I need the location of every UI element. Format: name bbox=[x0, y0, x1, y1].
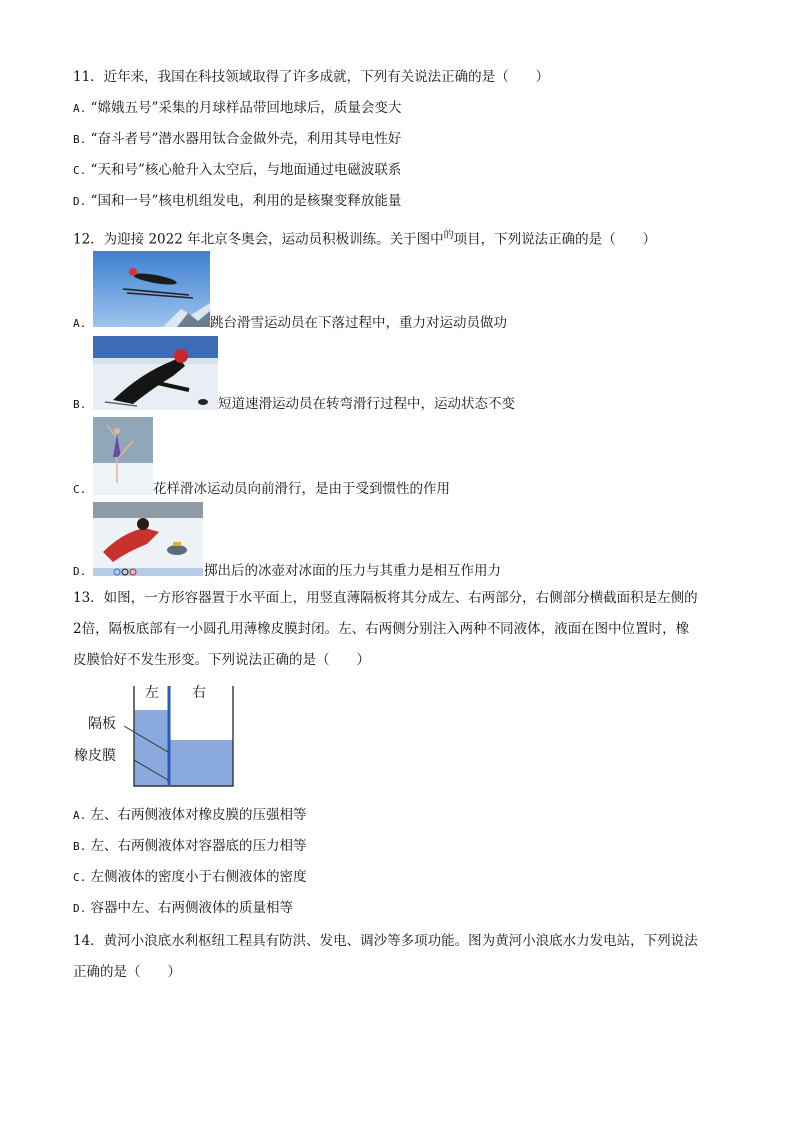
q12-option-b bbox=[73, 394, 86, 415]
q12-stem-sup: 的 bbox=[443, 230, 454, 241]
option-label: A. bbox=[73, 317, 87, 330]
q11-option-c bbox=[73, 160, 401, 181]
option-text: 左、右两侧液体对容器底的压力相等 bbox=[90, 838, 307, 854]
q12-option-c-text: 花样滑冰运动员向前滑行，是由于受到惯性的作用 bbox=[153, 481, 450, 497]
option-label: D. bbox=[73, 195, 87, 208]
option-label: B. bbox=[73, 840, 87, 853]
speed-skating-photo bbox=[93, 336, 218, 410]
q13-stem-line1: 13．如图，一方形容器置于水平面上，用竖直薄隔板将其分成左、右两部分，右侧部分横截面积是左侧的 bbox=[73, 590, 698, 606]
q11-option-d bbox=[73, 191, 401, 212]
q14-stem-line1: 14．黄河小浪底水利枢纽工程具有防洪、发电、调沙等多项功能。图为黄河小浪底水力发电站，下列说法 bbox=[73, 933, 698, 949]
q12-option-a-text: 跳台滑雪运动员在下落过程中，重力对运动员做功 bbox=[210, 315, 507, 331]
option-label: C. bbox=[73, 164, 87, 177]
q12-option-d-text: 掷出后的冰壶对冰面的压力与其重力是相互作用力 bbox=[204, 563, 501, 579]
ski-jump-photo bbox=[93, 251, 210, 327]
option-text: “嫦娥五号”采集的月球样品带回地球后，质量会变大 bbox=[90, 100, 402, 116]
option-text: “奋斗者号”潜水器用钛合金做外壳，利用其导电性好 bbox=[90, 131, 402, 147]
q14-stem-line2: 正确的是（ ） bbox=[73, 964, 181, 980]
q12-option-c bbox=[73, 479, 86, 500]
option-label: C. bbox=[73, 871, 87, 884]
q11-option-b bbox=[73, 129, 401, 150]
option-label: A. bbox=[73, 102, 87, 115]
q13-option-b bbox=[73, 836, 307, 857]
option-text: “国和一号”核电机组发电，利用的是核聚变释放能量 bbox=[90, 193, 402, 209]
left-side-label: 左 bbox=[145, 685, 159, 701]
partition-label: 隔板 bbox=[88, 716, 116, 732]
option-text: 容器中左、右两侧液体的质量相等 bbox=[90, 900, 294, 916]
q11-stem: 11．近年来，我国在科技领域取得了许多成就，下列有关说法正确的是（ ） bbox=[73, 69, 550, 85]
option-label: D. bbox=[73, 565, 87, 578]
option-text: “天和号”核心舱升入太空后，与地面通过电磁波联系 bbox=[90, 162, 402, 178]
q13-stem-line3: 皮膜恰好不发生形变。下列说法正确的是（ ） bbox=[73, 652, 370, 668]
q13-stem-line2: 2倍，隔板底部有一小圆孔用薄橡皮膜封闭。左、右两侧分别注入两种不同液体，液面在图中位置时，橡 bbox=[73, 621, 690, 637]
q12-option-b-text: 短道速滑运动员在转弯滑行过程中，运动状态不变 bbox=[218, 396, 515, 412]
left-liquid bbox=[134, 710, 168, 786]
q12-stem-part: 12．为迎接 2022 年北京冬奥会，运动员积极训练。关于图中 bbox=[73, 231, 444, 248]
container-figure bbox=[70, 680, 250, 790]
right-side-label: 右 bbox=[192, 685, 206, 701]
q13-option-c bbox=[73, 867, 307, 888]
option-label: B. bbox=[73, 398, 87, 411]
option-text: 左、右两侧液体对橡皮膜的压强相等 bbox=[90, 807, 307, 823]
partition bbox=[168, 686, 171, 786]
q12-stem-part: 项目，下列说法正确的是（ ） bbox=[453, 231, 657, 248]
option-text: 左侧液体的密度小于右侧液体的密度 bbox=[90, 869, 307, 885]
q11-option-a bbox=[73, 98, 401, 119]
q13-option-a bbox=[73, 805, 307, 826]
q13-option-d bbox=[73, 898, 293, 919]
option-label: A. bbox=[73, 809, 87, 822]
q12-option-a bbox=[73, 313, 86, 334]
option-label: B. bbox=[73, 133, 87, 146]
right-liquid bbox=[170, 740, 233, 786]
figure-skating-photo bbox=[93, 417, 153, 495]
curling-photo bbox=[93, 502, 203, 576]
q12-option-d bbox=[73, 561, 86, 582]
option-label: D. bbox=[73, 902, 87, 915]
option-label: C. bbox=[73, 483, 87, 496]
q12-stem bbox=[73, 226, 656, 250]
membrane-label: 橡皮膜 bbox=[74, 748, 116, 764]
